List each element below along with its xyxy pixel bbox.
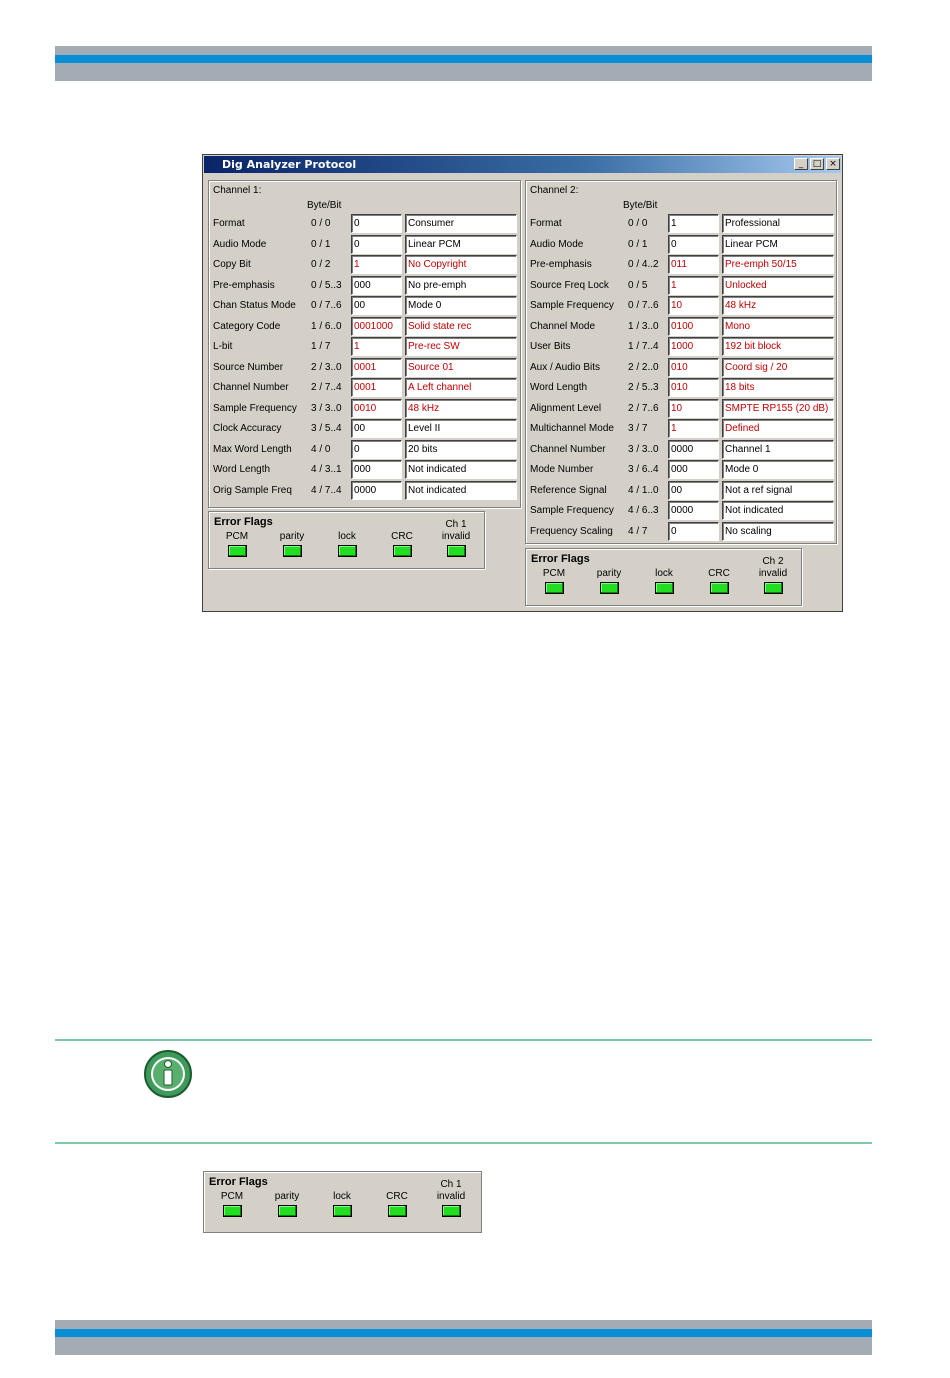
field-label: Clock Accuracy: [213, 423, 282, 434]
bit-value-field[interactable]: 010: [668, 378, 719, 397]
field-label: Word Length: [530, 382, 588, 393]
byte-bit-value: 2 / 7..6: [628, 402, 659, 414]
byte-bit-value: 3 / 3..0: [628, 443, 659, 455]
byte-bit-value: 4 / 3..1: [311, 464, 342, 475]
error-flags-title: Error Flags: [209, 1176, 268, 1188]
field-label: Source Freq Lock: [530, 279, 609, 291]
field-label: Pre-emphasis: [530, 259, 592, 270]
title-bar[interactable]: [204, 156, 841, 173]
protocol-row: [209, 481, 520, 501]
protocol-row: [526, 235, 836, 255]
bit-value-field[interactable]: 1: [668, 419, 719, 438]
protocol-row: [526, 255, 836, 275]
status-led-icon: [283, 545, 302, 557]
error-flag-label: CRC: [386, 1191, 408, 1202]
error-flag: [694, 568, 744, 599]
byte-bit-value: 1 / 6..0: [311, 320, 342, 332]
status-led-icon: [655, 582, 674, 594]
error-flag-label: CRC: [708, 568, 730, 579]
byte-bit-value: 1 / 7: [311, 341, 331, 352]
bit-value-field[interactable]: 0001: [351, 378, 402, 397]
field-label: Frequency Scaling: [530, 525, 613, 537]
decoded-text-field[interactable]: Mode 0: [405, 296, 517, 315]
field-label: Multichannel Mode: [530, 423, 614, 434]
byte-bit-value: 0 / 2: [311, 259, 331, 270]
channel-1-group: [208, 180, 521, 508]
decoded-text-field[interactable]: 192 bit block: [722, 337, 834, 356]
info-icon: [143, 1049, 193, 1099]
maximize-button[interactable]: □: [810, 158, 824, 170]
protocol-row: [526, 440, 836, 460]
decoded-text-field[interactable]: Not indicated: [405, 481, 517, 500]
byte-bit-value: 4 / 7: [628, 525, 648, 537]
decoded-text-field[interactable]: Solid state rec: [405, 317, 517, 336]
byte-bit-value: 0 / 1: [311, 238, 331, 250]
decoded-text-field[interactable]: Linear PCM: [722, 235, 834, 254]
field-label: Channel Mode: [530, 320, 596, 332]
byte-bit-value: 1 / 7..4: [628, 341, 659, 352]
protocol-row: [209, 276, 520, 296]
error-flags-ch2: [525, 548, 802, 606]
byte-bit-header: Byte/Bit: [307, 200, 342, 211]
decoded-text-field[interactable]: Pre-emph 50/15: [722, 255, 834, 274]
byte-bit-value: 1 / 3..0: [628, 320, 659, 332]
field-label: Orig Sample Freq: [213, 484, 292, 496]
error-flag-label: parity: [279, 531, 305, 542]
decoded-text-field[interactable]: Consumer: [405, 214, 517, 233]
byte-bit-value: 4 / 1..0: [628, 484, 659, 496]
byte-bit-value: 0 / 4..2: [628, 259, 659, 270]
byte-bit-value: 2 / 5..3: [628, 382, 659, 393]
error-flag-label: Ch 2 invalid: [758, 556, 788, 579]
bit-value-field[interactable]: 0001: [351, 358, 402, 377]
field-label: Sample Frequency: [530, 300, 614, 311]
protocol-row: [526, 214, 836, 234]
decoded-text-field[interactable]: Linear PCM: [405, 235, 517, 254]
error-flag: [267, 531, 317, 562]
close-button[interactable]: ×: [826, 158, 840, 170]
bit-value-field[interactable]: 0010: [351, 399, 402, 418]
error-flags-title: Error Flags: [531, 553, 590, 565]
bit-value-field[interactable]: 1: [668, 276, 719, 295]
field-label: Pre-emphasis: [213, 279, 275, 291]
protocol-row: [209, 214, 520, 234]
error-flag: [377, 531, 427, 562]
field-label: Copy Bit: [213, 259, 251, 270]
protocol-row: [209, 255, 520, 275]
error-flag-label: CRC: [391, 531, 413, 542]
bit-value-field[interactable]: 1: [351, 337, 402, 356]
error-flag-label: lock: [655, 568, 673, 579]
byte-bit-value: 0 / 7..6: [628, 300, 659, 311]
bit-value-field[interactable]: 0000: [668, 440, 719, 459]
byte-bit-value: 3 / 7: [628, 423, 648, 434]
byte-bit-value: 4 / 0: [311, 443, 331, 455]
error-flag-label: Ch 1 invalid: [441, 519, 471, 542]
status-led-icon: [447, 545, 466, 557]
error-flag: [207, 1191, 257, 1222]
bit-value-field[interactable]: 0000: [668, 501, 719, 520]
byte-bit-value: 3 / 6..4: [628, 464, 659, 475]
decoded-text-field[interactable]: Mode 0: [722, 460, 834, 479]
protocol-row: [209, 337, 520, 357]
byte-bit-value: 3 / 5..4: [311, 423, 342, 434]
byte-bit-value: 4 / 6..3: [628, 505, 659, 516]
bit-value-field[interactable]: 0: [668, 522, 719, 541]
error-flag-label: PCM: [542, 568, 566, 579]
bit-value-field[interactable]: 0: [351, 214, 402, 233]
error-flag-label: parity: [274, 1191, 300, 1202]
bit-value-field[interactable]: 000: [351, 460, 402, 479]
byte-bit-value: 0 / 1: [628, 238, 648, 250]
decoded-text-field[interactable]: 48 kHz: [722, 296, 834, 315]
decoded-text-field[interactable]: Not indicated: [405, 460, 517, 479]
error-flag-label: Ch 1 invalid: [436, 1179, 466, 1202]
byte-bit-value: 0 / 5..3: [311, 279, 342, 291]
channel-2-group: [525, 180, 837, 544]
error-flag: [262, 1191, 312, 1222]
field-label: Category Code: [213, 320, 281, 332]
field-label: Channel Number: [530, 443, 606, 455]
error-flags-standalone: [203, 1171, 482, 1233]
error-flag-label: lock: [338, 531, 356, 542]
status-led-icon: [223, 1205, 242, 1217]
error-flag: [322, 531, 372, 562]
error-flag: [748, 556, 798, 599]
decoded-text-field[interactable]: Mono: [722, 317, 834, 336]
bit-value-field[interactable]: 10: [668, 399, 719, 418]
protocol-row: [526, 378, 836, 398]
decoded-text-field[interactable]: Source 01: [405, 358, 517, 377]
decoded-text-field[interactable]: 18 bits: [722, 378, 834, 397]
error-flag-label: lock: [333, 1191, 351, 1202]
bit-value-field[interactable]: 0: [351, 235, 402, 254]
protocol-row: [526, 296, 836, 316]
error-flag: [426, 1179, 476, 1222]
byte-bit-value: 0 / 0: [311, 218, 331, 229]
field-label: Mode Number: [530, 464, 594, 475]
protocol-row: [209, 317, 520, 337]
field-label: Format: [530, 218, 562, 229]
bit-value-field[interactable]: 000: [668, 460, 719, 479]
minimize-button[interactable]: _: [794, 158, 808, 170]
decoded-text-field[interactable]: A Left channel: [405, 378, 517, 397]
bit-value-field[interactable]: 0100: [668, 317, 719, 336]
bit-value-field[interactable]: 0: [668, 235, 719, 254]
protocol-row: [209, 358, 520, 378]
error-flag: [212, 531, 262, 562]
error-flag: [529, 568, 579, 599]
error-flag: [372, 1191, 422, 1222]
decoded-text-field[interactable]: Pre-rec SW: [405, 337, 517, 356]
decoded-text-field[interactable]: No scaling: [722, 522, 834, 541]
field-label: Sample Frequency: [213, 402, 297, 414]
bit-value-field[interactable]: 00: [351, 296, 402, 315]
field-label: Aux / Audio Bits: [530, 361, 601, 373]
protocol-row: [526, 419, 836, 439]
status-led-icon: [338, 545, 357, 557]
status-led-icon: [764, 582, 783, 594]
decoded-text-field[interactable]: Professional: [722, 214, 834, 233]
status-led-icon: [710, 582, 729, 594]
decoded-text-field[interactable]: Coord sig / 20: [722, 358, 834, 377]
bit-value-field[interactable]: 0001000: [351, 317, 402, 336]
error-flags-ch1: [208, 511, 485, 569]
status-led-icon: [228, 545, 247, 557]
bit-value-field[interactable]: 011: [668, 255, 719, 274]
byte-bit-value: 0 / 5: [628, 279, 648, 291]
error-flag-label: parity: [596, 568, 622, 579]
status-led-icon: [600, 582, 619, 594]
bit-value-field[interactable]: 0: [351, 440, 402, 459]
status-led-icon: [278, 1205, 297, 1217]
protocol-row: [209, 399, 520, 419]
bit-value-field[interactable]: 0000: [351, 481, 402, 500]
bit-value-field[interactable]: 1000: [668, 337, 719, 356]
byte-bit-value: 4 / 7..4: [311, 484, 342, 496]
status-led-icon: [545, 582, 564, 594]
error-flag: [431, 519, 481, 562]
decoded-text-field[interactable]: Unlocked: [722, 276, 834, 295]
header-band: [55, 46, 872, 81]
error-flag: [584, 568, 634, 599]
field-label: Chan Status Mode: [213, 300, 296, 311]
protocol-row: [209, 419, 520, 439]
field-label: Source Number: [213, 361, 284, 373]
protocol-row: [526, 460, 836, 480]
decoded-text-field[interactable]: Level II: [405, 419, 517, 438]
byte-bit-value: 0 / 7..6: [311, 300, 342, 311]
field-label: Reference Signal: [530, 484, 607, 496]
protocol-row: [526, 501, 836, 521]
error-flags-title: Error Flags: [214, 516, 273, 528]
protocol-row: [209, 440, 520, 460]
field-label: Sample Frequency: [530, 505, 614, 516]
note-rule-bottom: [55, 1142, 872, 1144]
status-led-icon: [442, 1205, 461, 1217]
bit-value-field[interactable]: 1: [351, 255, 402, 274]
decoded-text-field[interactable]: Defined: [722, 419, 834, 438]
protocol-row: [209, 235, 520, 255]
protocol-row: [526, 276, 836, 296]
dig-analyzer-window: [202, 154, 843, 612]
status-led-icon: [393, 545, 412, 557]
decoded-text-field[interactable]: SMPTE RP155 (20 dB): [722, 399, 834, 418]
channel-1-title: Channel 1:: [213, 185, 262, 196]
field-label: Format: [213, 218, 245, 229]
decoded-text-field[interactable]: Not indicated: [722, 501, 834, 520]
protocol-row: [526, 317, 836, 337]
field-label: Channel Number: [213, 382, 289, 393]
field-label: L-bit: [213, 341, 233, 352]
note-rule-top: [55, 1039, 872, 1041]
byte-bit-value: 2 / 2..0: [628, 361, 659, 373]
bit-value-field[interactable]: 010: [668, 358, 719, 377]
field-label: User Bits: [530, 341, 571, 352]
window-title: Dig Analyzer Protocol: [222, 158, 357, 171]
error-flag: [639, 568, 689, 599]
protocol-row: [526, 358, 836, 378]
status-led-icon: [388, 1205, 407, 1217]
status-led-icon: [333, 1205, 352, 1217]
byte-bit-value: 0 / 0: [628, 218, 648, 229]
decoded-text-field[interactable]: No Copyright: [405, 255, 517, 274]
byte-bit-value: 3 / 3..0: [311, 402, 342, 414]
channel-2-title: Channel 2:: [530, 185, 579, 196]
field-label: Max Word Length: [213, 443, 292, 455]
bit-value-field[interactable]: 000: [351, 276, 402, 295]
footer-band: [55, 1320, 872, 1355]
protocol-row: [209, 296, 520, 316]
byte-bit-header: Byte/Bit: [623, 200, 658, 211]
decoded-text-field[interactable]: Channel 1: [722, 440, 834, 459]
decoded-text-field[interactable]: No pre-emph: [405, 276, 517, 295]
decoded-text-field[interactable]: Not a ref signal: [722, 481, 834, 500]
protocol-row: [526, 337, 836, 357]
error-flag-label: PCM: [225, 531, 249, 542]
byte-bit-value: 2 / 3..0: [311, 361, 342, 373]
protocol-row: [526, 481, 836, 501]
field-label: Alignment Level: [530, 402, 602, 414]
byte-bit-value: 2 / 7..4: [311, 382, 342, 393]
error-flag: [317, 1191, 367, 1222]
decoded-text-field[interactable]: 48 kHz: [405, 399, 517, 418]
protocol-row: [209, 378, 520, 398]
protocol-row: [526, 399, 836, 419]
protocol-row: [209, 460, 520, 480]
protocol-row: [526, 522, 836, 542]
field-label: Audio Mode: [213, 238, 267, 250]
error-flag-label: PCM: [220, 1191, 244, 1202]
bit-value-field[interactable]: 00: [351, 419, 402, 438]
decoded-text-field[interactable]: 20 bits: [405, 440, 517, 459]
field-label: Audio Mode: [530, 238, 584, 250]
field-label: Word Length: [213, 464, 271, 475]
bit-value-field[interactable]: 1: [668, 214, 719, 233]
bit-value-field[interactable]: 00: [668, 481, 719, 500]
bit-value-field[interactable]: 10: [668, 296, 719, 315]
